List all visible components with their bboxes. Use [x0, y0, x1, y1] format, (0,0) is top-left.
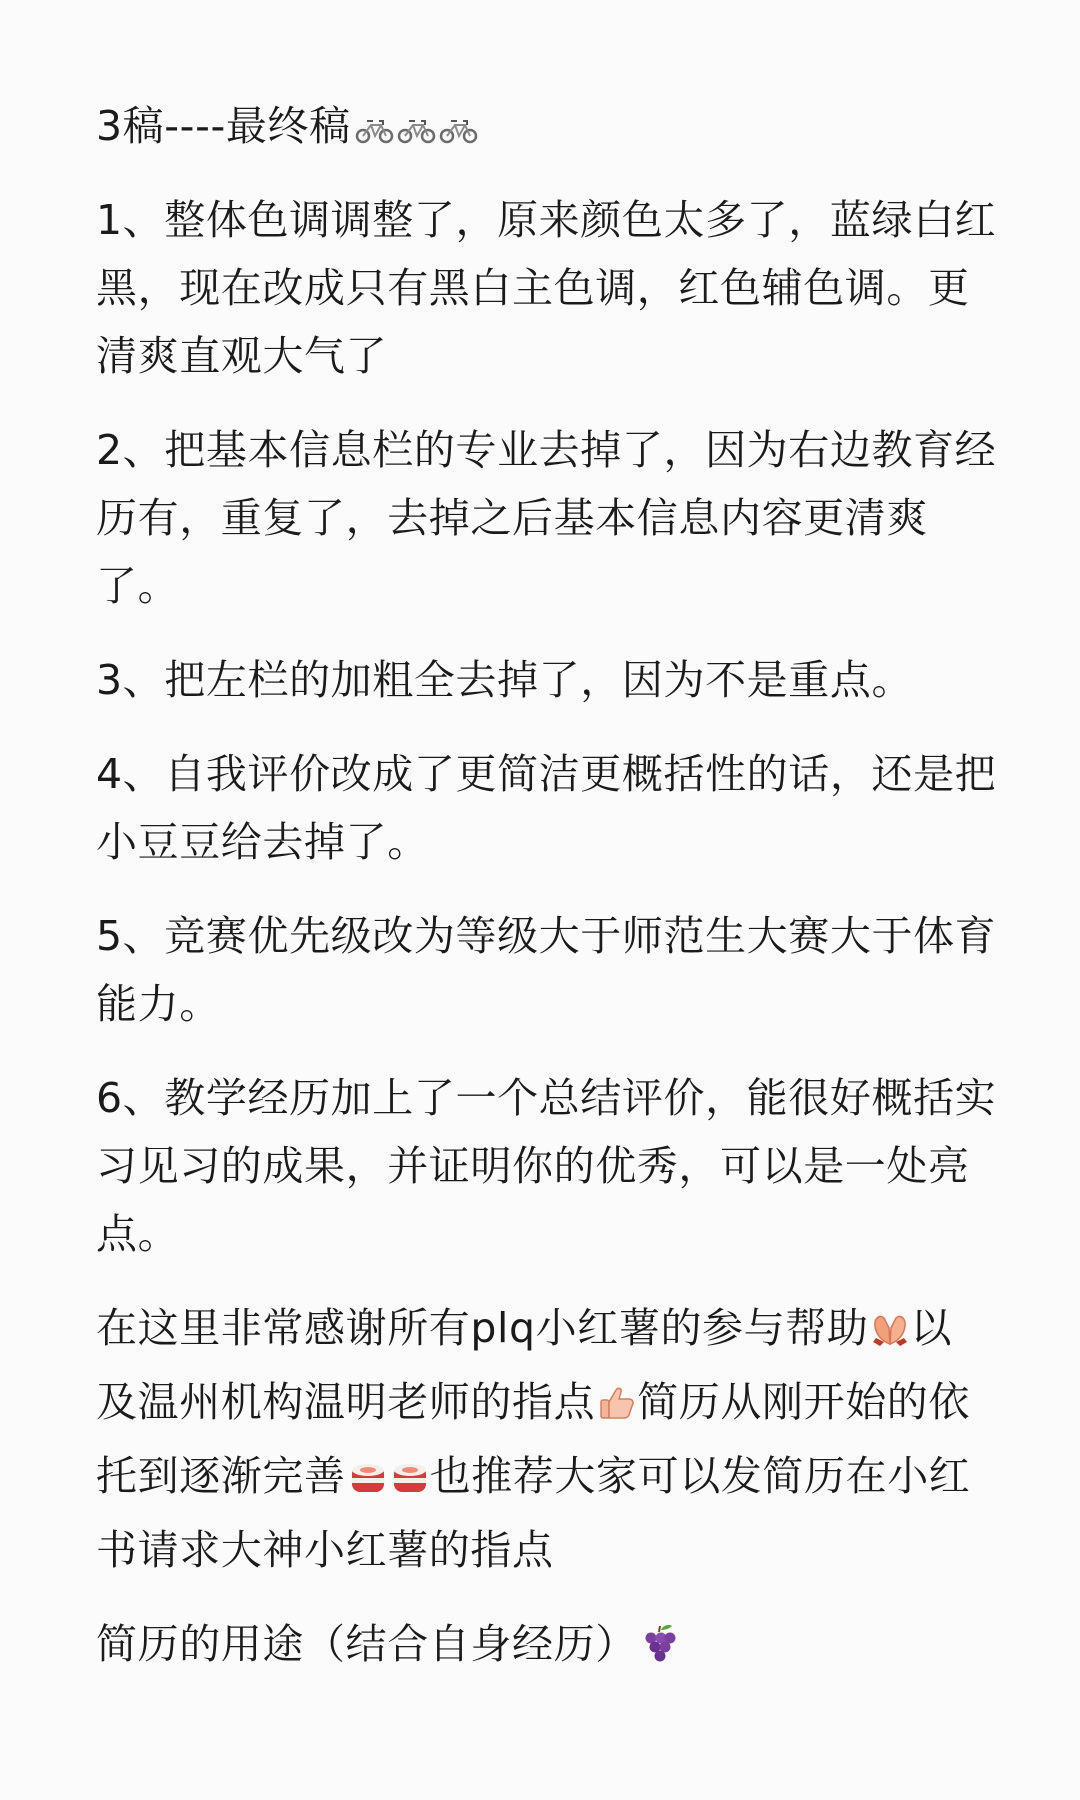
text-line: 点。 [96, 1210, 180, 1258]
thanks-text: 及温州机构温明老师的指点 [96, 1378, 596, 1426]
thanks-text: 托到逐渐完善 [96, 1452, 346, 1500]
text-line: 4、自我评价改成了更简洁更概括性的话，还是把 [96, 750, 997, 798]
sushi-icon [348, 1448, 388, 1516]
text-line: 1、整体色调调整了，原来颜色太多了，蓝绿白红 [96, 196, 997, 244]
sushi-icon [390, 1448, 430, 1516]
text-line: 3、把左栏的加粗全去掉了，因为不是重点。 [96, 656, 914, 704]
note-title-text: 3稿----最终稿 [96, 102, 351, 150]
text-line: 能力。 [96, 980, 221, 1028]
text-line [96, 1368, 984, 1442]
text-line: 历有，重复了，去掉之后基本信息内容更清爽 [96, 494, 928, 542]
thanks-text: 在这里非常感谢所有plq小红薯的参与帮助 [96, 1304, 869, 1352]
bicycle-icon-group [355, 96, 481, 164]
footer-line [96, 1610, 984, 1684]
grapes-icon [639, 1616, 679, 1684]
text-line: 了。 [96, 562, 180, 610]
bicycle-icon [439, 116, 479, 144]
thanks-paragraph [96, 1294, 984, 1584]
text-line: 小豆豆给去掉了。 [96, 818, 429, 866]
thanks-text: 也推荐大家可以发简历在小红 [429, 1452, 971, 1500]
change-item-5 [96, 902, 997, 1038]
change-item-2 [96, 416, 997, 620]
change-item-4 [96, 740, 997, 876]
text-line: 黑，现在改成只有黑白主色调，红色辅色调。更 [96, 264, 970, 312]
change-item-3 [96, 646, 984, 714]
thanks-text: 简历从刚开始的依 [637, 1378, 971, 1426]
text-line: 书请求大神小红薯的指点 [96, 1526, 554, 1574]
bicycle-icon [355, 116, 395, 144]
text-line: 2、把基本信息栏的专业去掉了，因为右边教育经 [96, 426, 997, 474]
text-line: 清爽直观大气了 [96, 332, 388, 380]
change-item-1 [96, 186, 997, 390]
text-line [96, 1442, 984, 1516]
text-line: 6、教学经历加上了一个总结评价，能很好概括实 [96, 1074, 997, 1122]
note-title [96, 92, 984, 164]
text-line: 5、竞赛优先级改为等级大于师范生大赛大于体育 [96, 912, 997, 960]
text-line: 习见习的成果，并证明你的优秀，可以是一处亮 [96, 1142, 970, 1190]
praying-hands-icon [870, 1300, 910, 1368]
bicycle-icon [397, 116, 437, 144]
thanks-text: 以 [910, 1304, 953, 1352]
thumbs-up-icon [597, 1374, 637, 1442]
text-line [96, 1294, 984, 1368]
footer-text: 简历的用途（结合自身经历） [96, 1620, 637, 1668]
change-item-6 [96, 1064, 997, 1268]
